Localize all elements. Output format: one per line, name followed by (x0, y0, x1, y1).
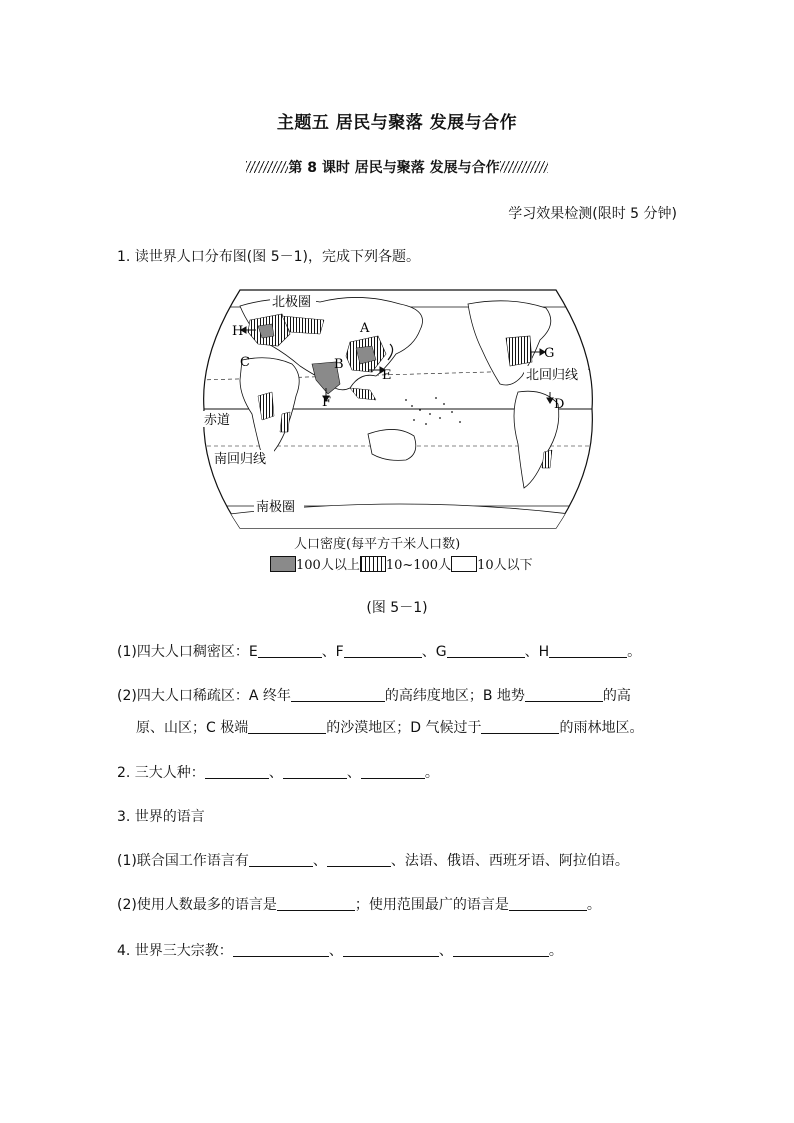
world-population-map (200, 284, 596, 534)
map-label-f: F (322, 395, 332, 410)
legend-swatch-medium (360, 556, 386, 572)
map-label-g: G (544, 346, 555, 361)
answer-blank-e[interactable] (258, 643, 322, 658)
question-3-part-1 (117, 850, 629, 870)
q2-end: 。 (424, 765, 439, 781)
lesson-subtitle-text: 第 8 课时 居民与聚落 发展与合作 (288, 160, 500, 176)
q2-sep-1: 、 (268, 765, 283, 781)
q4-prefix: 4. 世界三大宗教： (117, 943, 233, 959)
answer-blank-d[interactable] (481, 719, 559, 734)
q1-part1-g: 、G (421, 644, 447, 660)
map-label-c: C (240, 355, 250, 370)
q3-part1-c: 、法语、俄语、西班牙语、阿拉伯语。 (390, 853, 629, 869)
q4-end: 。 (548, 943, 563, 959)
answer-blank-most-spoken[interactable] (277, 896, 355, 911)
legend-swatch-dense (270, 556, 296, 572)
answer-blank-un-language-1[interactable] (249, 852, 313, 867)
label-equator: 赤道 (204, 413, 231, 428)
q1-part2-b: 的高纬度地区；B 地势 (384, 688, 525, 704)
answer-blank-religion-1[interactable] (233, 942, 329, 957)
figure-caption: (图 5－1) (366, 600, 428, 616)
q1-part1-h: 、H (524, 644, 550, 660)
map-label-h: H (232, 324, 244, 339)
answer-blank-un-language-2[interactable] (327, 852, 391, 867)
map-label-d: D (554, 397, 565, 412)
answer-blank-most-widespread[interactable] (509, 896, 587, 911)
q4-sep-1: 、 (328, 943, 343, 959)
australia-landmass (368, 429, 416, 460)
page-title: 主题五 居民与聚落 发展与合作 (276, 113, 518, 133)
q1-part2-f: 的雨林地区。 (559, 720, 644, 736)
answer-blank-religion-3[interactable] (453, 942, 549, 957)
answer-blank-f[interactable] (344, 643, 422, 658)
hatch-decoration-left (246, 161, 288, 173)
answer-blank-c[interactable] (248, 719, 326, 734)
question-1-part-2-line-1 (117, 685, 631, 705)
q1-part1-prefix: (1)四大人口稠密区：E (117, 644, 258, 660)
q3-part1-a: (1)联合国工作语言有 (117, 853, 249, 869)
legend-label-dense: 100人以上 (296, 558, 360, 573)
map-label-e: E (382, 368, 392, 383)
legend-label-sparse: 10人以下 (477, 558, 533, 573)
label-arctic-circle: 北极圈 (272, 295, 312, 310)
answer-blank-race-1[interactable] (205, 764, 269, 779)
answer-blank-b[interactable] (525, 687, 603, 702)
map-label-a: A (360, 321, 370, 336)
answer-blank-race-3[interactable] (361, 764, 425, 779)
q3-part2-a: (2)使用人数最多的语言是 (117, 897, 277, 913)
q2-prefix: 2. 三大人种： (117, 765, 205, 781)
answer-blank-h[interactable] (549, 643, 627, 658)
answer-blank-race-2[interactable] (283, 764, 347, 779)
map-legend (270, 533, 533, 573)
answer-blank-g[interactable] (447, 643, 525, 658)
q2-sep-2: 、 (346, 765, 361, 781)
q3-part2-c: 。 (586, 897, 601, 913)
question-1-stem: 1. 读世界人口分布图(图 5－1)，完成下列各题。 (117, 249, 420, 265)
question-1-part-1 (117, 641, 641, 661)
q1-part2-c: 的高 (602, 688, 631, 704)
q1-part1-f: 、F (321, 644, 344, 660)
lesson-subtitle (0, 157, 794, 177)
answer-blank-a[interactable] (291, 687, 385, 702)
legend-label-medium: 10~100人 (385, 558, 452, 573)
q1-part2-d: 原、山区；C 极端 (136, 720, 249, 736)
label-antarctic-circle: 南极圈 (256, 500, 296, 515)
time-limit-note: 学习效果检测(限时 5 分钟) (508, 206, 677, 222)
label-tropic-of-cancer: 北回归线 (526, 368, 579, 383)
question-3-part-2 (117, 894, 601, 914)
legend-title: 人口密度(每平方千米人口数) (294, 537, 461, 552)
q4-sep-2: 、 (438, 943, 453, 959)
legend-swatch-sparse (451, 556, 477, 572)
map-label-b: B (334, 357, 344, 372)
north-america-population-zone (506, 336, 532, 366)
q3-part1-b: 、 (312, 853, 327, 869)
label-tropic-of-capricorn: 南回归线 (214, 452, 267, 467)
hatch-decoration-right (500, 161, 548, 173)
question-1-part-2-line-2 (136, 717, 643, 737)
answer-blank-religion-2[interactable] (343, 942, 439, 957)
q1-part2-e: 的沙漠地区；D 气候过于 (326, 720, 482, 736)
q1-part2-a: (2)四大人口稀疏区：A 终年 (117, 688, 291, 704)
question-2 (117, 762, 439, 782)
q3-part2-b: ；使用范围最广的语言是 (354, 897, 509, 913)
q1-part1-end: 。 (627, 644, 642, 660)
question-3-stem: 3. 世界的语言 (117, 809, 205, 825)
question-4 (117, 940, 563, 960)
